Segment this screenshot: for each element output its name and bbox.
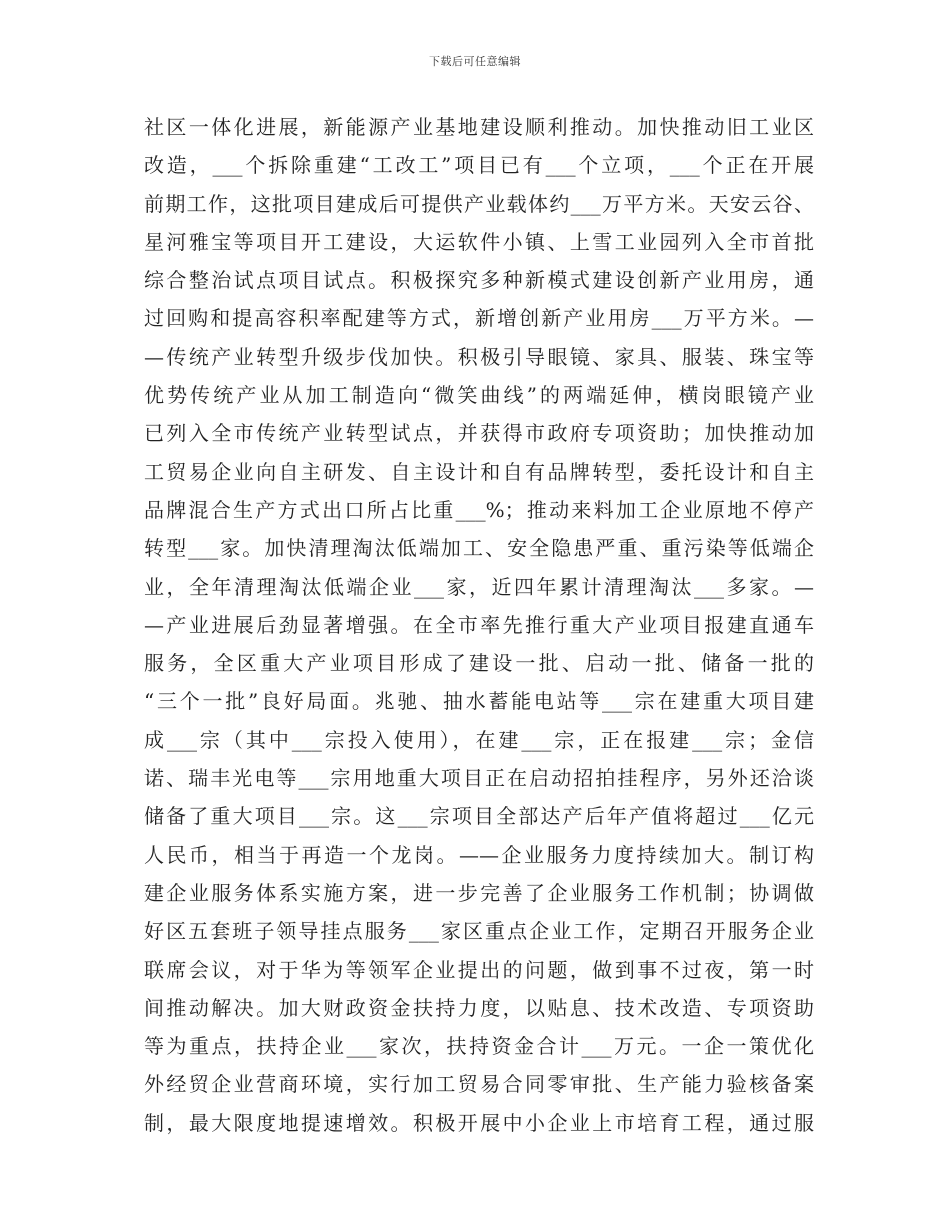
page-header: 下载后可任意编辑 — [429, 55, 521, 68]
body-line: 优势传统产业从加工制造向“微笑曲线”的两端延伸，横岗眼镜产业 — [144, 383, 814, 408]
body-line: 人民币，相当于再造一个龙岗。——企业服务力度持续加大。制订构 — [144, 842, 814, 867]
body-line: —传统产业转型升级步伐加快。积极引导眼镜、家具、服装、珠宝等 — [144, 344, 814, 369]
body-line: 外经贸企业营商环境，实行加工贸易合同零审批、生产能力验核备案 — [144, 1072, 814, 1097]
body-line: 制，最大限度地提速增效。积极开展中小企业上市培育工程，通过服 — [144, 1110, 814, 1135]
body-line: 建企业服务体系实施方案，进一步完善了企业服务工作机制；协调做 — [144, 880, 814, 905]
body-line: 业，全年清理淘汰低端企业___家，近四年累计清理淘汰___多家。— — [144, 574, 814, 599]
body-line: 间推动解决。加大财政资金扶持力度，以贴息、技术改造、专项资助 — [144, 995, 814, 1020]
body-line: 好区五套班子领导挂点服务___家区重点企业工作，定期召开服务企业 — [144, 919, 814, 944]
body-line: 改造，___个拆除重建“工改工”项目已有___个立项，___个正在开展 — [144, 153, 814, 178]
body-line: 联席会议，对于华为等领军企业提出的问题，做到事不过夜，第一时 — [144, 957, 814, 982]
body-line: 等为重点，扶持企业___家次，扶持资金合计___万元。一企一策优化 — [144, 1034, 814, 1059]
body-line: —产业进展后劲显著增强。在全市率先推行重大产业项目报建直通车 — [144, 612, 814, 637]
body-line: 星河雅宝等项目开工建设，大运软件小镇、上雪工业园列入全市首批 — [144, 229, 814, 254]
body-line: 工贸易企业向自主研发、自主设计和自有品牌转型，委托设计和自主 — [144, 459, 814, 484]
body-line: 前期工作，这批项目建成后可提供产业载体约___万平方米。天安云谷、 — [144, 191, 814, 216]
body-line: 成___宗（其中___宗投入使用），在建___宗，正在报建___宗；金信 — [144, 727, 814, 752]
body-line: 储备了重大项目___宗。这___宗项目全部达产后年产值将超过___亿元 — [144, 804, 814, 829]
body-line: 转型___家。加快清理淘汰低端加工、安全隐患严重、重污染等低端企 — [144, 536, 814, 561]
body-line: 服务，全区重大产业项目形成了建设一批、启动一批、储备一批的 — [144, 651, 814, 676]
body-line: 综合整治试点项目试点。积极探究多种新模式建设创新产业用房，通 — [144, 268, 814, 293]
body-line: 品牌混合生产方式出口所占比重___%；推动来料加工企业原地不停产 — [144, 497, 814, 522]
body-line: 已列入全市传统产业转型试点，并获得市政府专项资助；加快推动加 — [144, 421, 814, 446]
body-line: 社区一体化进展，新能源产业基地建设顺利推动。加快推动旧工业区 — [144, 115, 814, 139]
document-body — [144, 108, 814, 1142]
body-line: 过回购和提高容积率配建等方式，新增创新产业用房___万平方米。— — [144, 306, 814, 331]
body-line: 诺、瑞丰光电等___宗用地重大项目正在启动招拍挂程序，另外还洽谈 — [144, 766, 814, 791]
body-line: “三个一批”良好局面。兆驰、抽水蓄能电站等___宗在建重大项目建 — [144, 689, 814, 714]
